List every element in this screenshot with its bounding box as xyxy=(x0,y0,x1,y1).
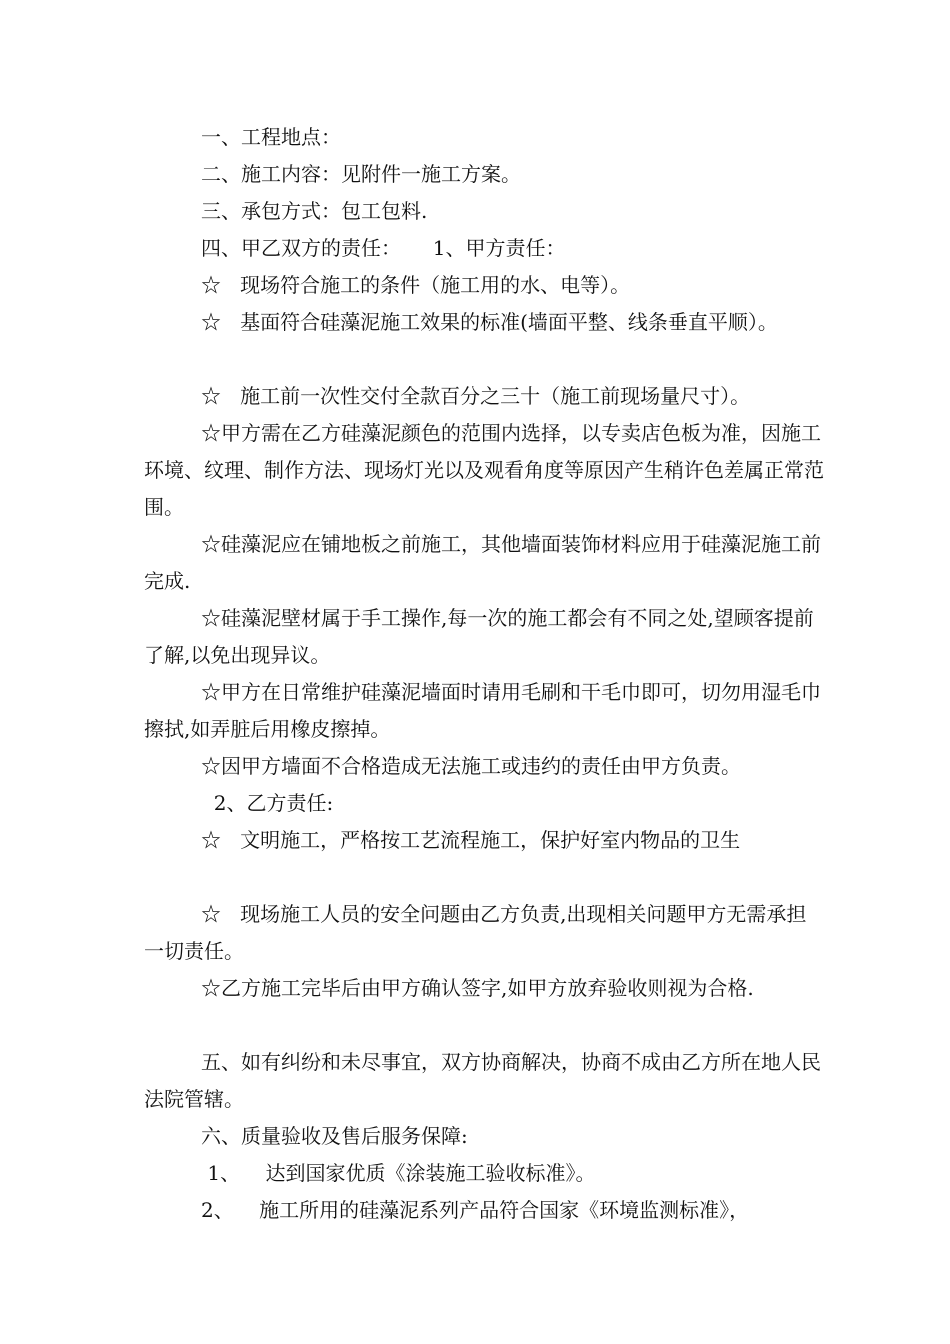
party-a-item-6: ☆硅藻泥壁材属于手工操作,每一次的施工都会有不同之处,望顾客提前了解,以免出现异议。 xyxy=(144,606,814,667)
clause-contract-method: 三、承包方式：包工包料. xyxy=(201,199,428,223)
clause-content: 二、施工内容：见附件一施工方案。 xyxy=(201,162,521,186)
party-a-item-3: ☆ 施工前一次性交付全款百分之三十（施工前现场量尺寸）。 xyxy=(201,384,751,408)
party-a-item-7: ☆甲方在日常维护硅藻泥墙面时请用毛刷和干毛巾即可，切勿用湿毛巾擦拭,如弄脏后用橡皮擦掉。 xyxy=(144,680,821,741)
party-a-item-8: ☆因甲方墙面不合格造成无法施工或违约的责任由甲方负责。 xyxy=(201,754,741,778)
clause-disputes: 五、如有纠纷和未尽事宜，双方协商解决，协商不成由乙方所在地人民法院管辖。 xyxy=(144,1050,821,1111)
quality-item-1: 1、 达到国家优质《涂装施工验收标准》。 xyxy=(201,1161,596,1185)
quality-item-2: 2、 施工所用的硅藻泥系列产品符合国家《环境监测标准》， xyxy=(201,1198,750,1222)
party-a-item-5: ☆硅藻泥应在铺地板之前施工，其他墙面装饰材料应用于硅藻泥施工前完成. xyxy=(144,532,821,593)
party-b-item-2: ☆ 现场施工人员的安全问题由乙方负责,出现相关问题甲方无需承担一切责任。 xyxy=(144,902,807,963)
party-b-item-3: ☆乙方施工完毕后由甲方确认签字,如甲方放弃验收则视为合格. xyxy=(201,976,754,1000)
clause-quality: 六、质量验收及售后服务保障: xyxy=(201,1124,468,1148)
party-b-heading: 2、乙方责任: xyxy=(201,791,334,815)
party-a-item-2: ☆ 基面符合硅藻泥施工效果的标准(墙面平整、线条垂直平顺）。 xyxy=(201,310,778,334)
clause-location: 一、工程地点： xyxy=(201,125,341,149)
party-a-item-4: ☆甲方需在乙方硅藻泥颜色的范围内选择，以专卖店色板为准，因施工环境、纹理、制作方法、现场灯光以及观看角度等原因产生稍许色差属正常范围。 xyxy=(144,421,824,519)
party-b-item-1: ☆ 文明施工，严格按工艺流程施工，保护好室内物品的卫生 xyxy=(201,828,741,852)
party-a-item-1: ☆ 现场符合施工的条件（施工用的水、电等）。 xyxy=(201,273,631,297)
clause-responsibilities: 四、甲乙双方的责任： 1、甲方责任： xyxy=(201,236,566,260)
